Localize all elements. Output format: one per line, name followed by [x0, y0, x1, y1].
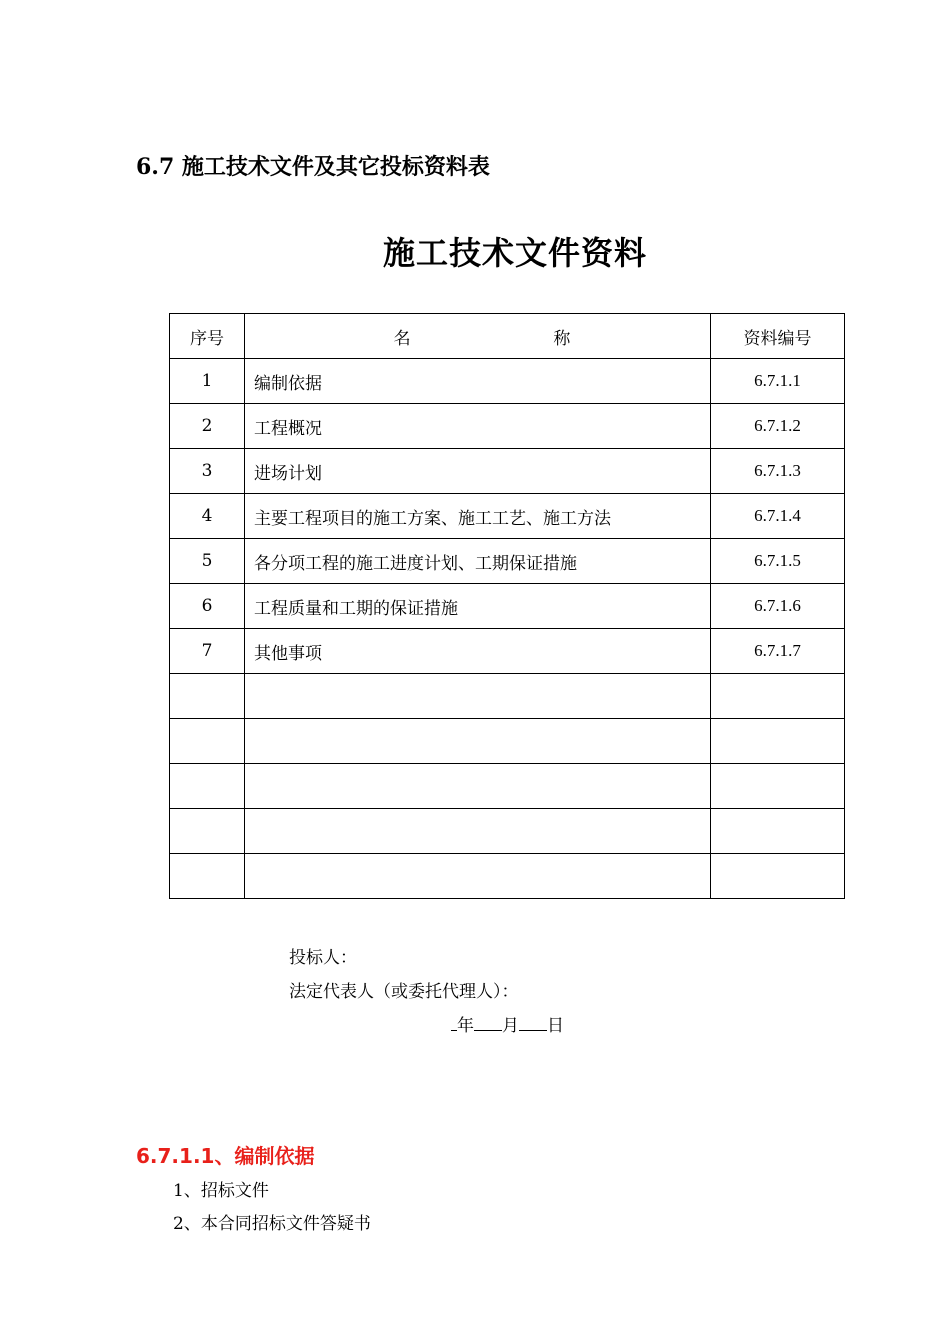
- table-row-empty: [170, 719, 845, 764]
- row-no: 7: [170, 629, 245, 674]
- year-label: 年: [457, 1016, 474, 1036]
- list-item: 2、本合同招标文件答疑书: [173, 1214, 371, 1234]
- row-name: 主要工程项目的施工方案、施工工艺、施工方法: [245, 494, 711, 539]
- row-no: 4: [170, 494, 245, 539]
- row-no: 3: [170, 449, 245, 494]
- row-name: 进场计划: [245, 449, 711, 494]
- document-title: 施工技术文件资料: [382, 234, 647, 272]
- row-code: 6.7.1.6: [711, 584, 845, 629]
- row-code: 6.7.1.3: [711, 449, 845, 494]
- row-name: 其他事项: [245, 629, 711, 674]
- header-code: 资料编号: [711, 314, 845, 359]
- row-code: 6.7.1.5: [711, 539, 845, 584]
- row-no: 1: [170, 359, 245, 404]
- subsection-title: 6.7.1.1、编制依据: [136, 1144, 315, 1168]
- row-name: 编制依据: [245, 359, 711, 404]
- table-row: [170, 449, 845, 494]
- row-code: 6.7.1.7: [711, 629, 845, 674]
- table-header-row: [170, 314, 845, 359]
- table-row: [170, 494, 845, 539]
- day-blank: [519, 1016, 547, 1031]
- row-name: 工程概况: [245, 404, 711, 449]
- header-name-left: 名: [393, 328, 411, 349]
- row-code: 6.7.1.4: [711, 494, 845, 539]
- row-code: 6.7.1.2: [711, 404, 845, 449]
- table-row: [170, 404, 845, 449]
- date-line: [451, 1011, 564, 1036]
- row-name: 各分项工程的施工进度计划、工期保证措施: [245, 539, 711, 584]
- row-no: 5: [170, 539, 245, 584]
- legal-rep-label: 法定代表人（或委托代理人）：: [289, 982, 519, 1002]
- table-row-empty: [170, 674, 845, 719]
- table-row: [170, 539, 845, 584]
- row-name: 工程质量和工期的保证措施: [245, 584, 711, 629]
- row-no: 2: [170, 404, 245, 449]
- header-no: 序号: [170, 314, 245, 359]
- header-name: [245, 314, 711, 359]
- day-label: 日: [547, 1016, 564, 1036]
- row-no: 6: [170, 584, 245, 629]
- table-row-empty: [170, 854, 845, 899]
- table-row-empty: [170, 764, 845, 809]
- table-row: [170, 584, 845, 629]
- list-item: 1、招标文件: [173, 1181, 269, 1201]
- table-row: [170, 629, 845, 674]
- month-blank: [474, 1016, 502, 1031]
- month-label: 月: [502, 1016, 519, 1036]
- section-title: 6.7 施工技术文件及其它投标资料表: [136, 154, 490, 180]
- header-name-right: 称: [553, 328, 571, 349]
- row-code: 6.7.1.1: [711, 359, 845, 404]
- document-table: [169, 313, 845, 899]
- table-row: [170, 359, 845, 404]
- table-row-empty: [170, 809, 845, 854]
- bidder-label: 投标人：: [289, 948, 357, 968]
